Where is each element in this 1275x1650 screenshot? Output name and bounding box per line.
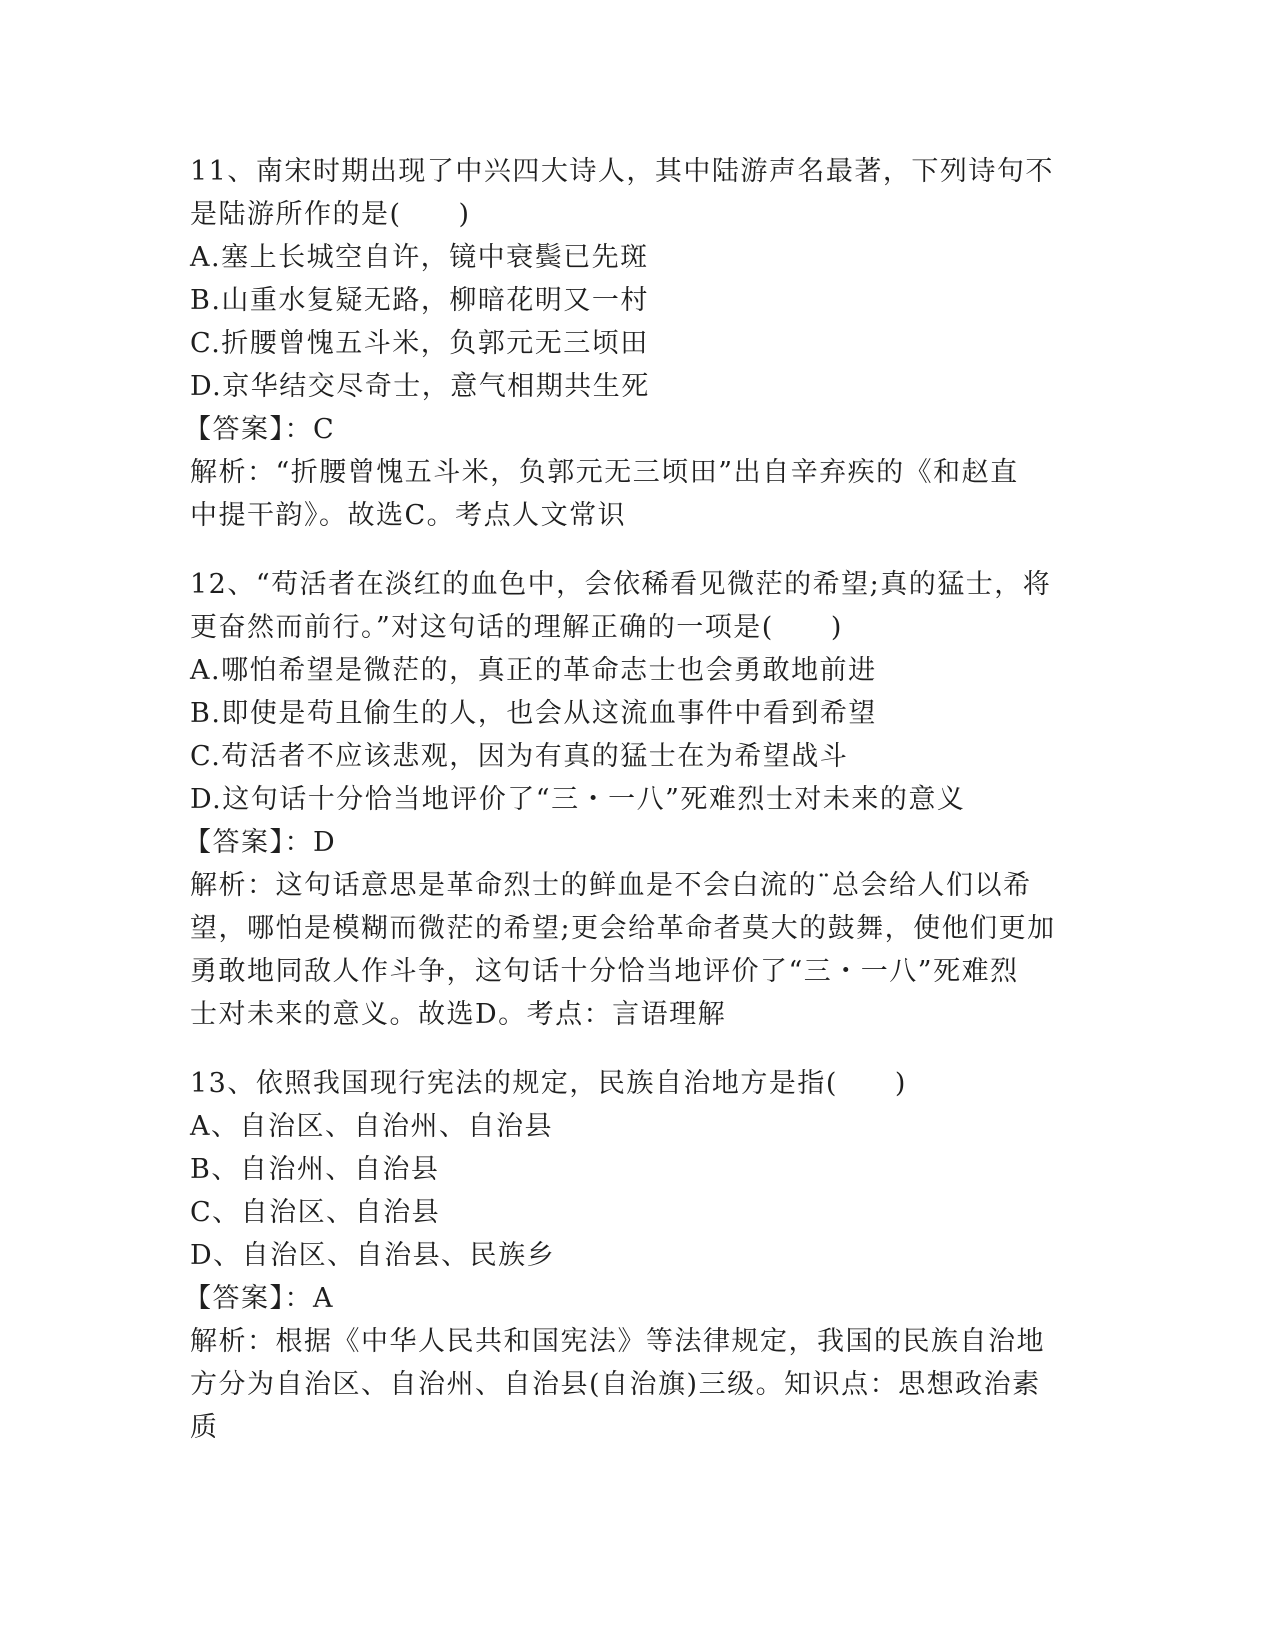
question-12 [184,563,1090,1036]
analysis-line: 解析：这句话意思是革命烈士的鲜血是不会白流的¨总会给人们以希 [190,870,1032,901]
answer-line [184,1277,1090,1320]
option-a: A.哪怕希望是微茫的，真正的革命志士也会勇敢地前进 [190,655,877,686]
answer-label: 【答案】： [184,414,313,445]
analysis-line: 解析：“折腰曾愧五斗米，负郭元无三顷田”出自辛弃疾的《和赵直 [190,457,1019,488]
option-b: B、自治州、自治县 [190,1154,440,1185]
analysis-line: 解析：根据《中华人民共和国宪法》等法律规定，我国的民族自治地 [190,1326,1045,1357]
analysis-line: 中提干韵》。故选C。考点人文常识 [190,500,627,531]
analysis-line: 方分为自治区、自治州、自治县(自治旗)三级。知识点：思想政治素 [190,1369,1041,1400]
option-d: D、自治区、自治县、民族乡 [190,1240,556,1271]
answer-value: D [313,827,337,858]
analysis-line: 质 [190,1412,219,1443]
analysis-line: 士对未来的意义。故选D。考点：言语理解 [190,999,727,1030]
answer-label: 【答案】： [184,1283,313,1314]
answer-value: A [313,1283,334,1314]
question-stem-line: 12、“苟活者在淡红的血色中，会依稀看见微茫的希望;真的猛士，将 [190,569,1052,600]
option-c: C、自治区、自治县 [190,1197,441,1228]
answer-label: 【答案】： [184,827,313,858]
option-c: C.折腰曾愧五斗米，负郭元无三顷田 [190,328,649,359]
answer-line [184,408,1090,451]
option-d: D.这句话十分恰当地评价了“三・一八”死难烈士对未来的意义 [190,784,966,815]
option-a: A.塞上长城空自许，镜中衰鬓已先斑 [190,242,649,273]
document-page [184,150,1090,1449]
answer-line [184,821,1090,864]
question-11 [184,150,1090,537]
analysis-line: 勇敢地同敌人作斗争，这句话十分恰当地评价了“三・一八”死难烈 [190,956,1019,987]
question-stem-line: 11、南宋时期出现了中兴四大诗人，其中陆游声名最著，下列诗句不 [190,156,1054,187]
option-b: B.山重水复疑无路，柳暗花明又一村 [190,285,649,316]
analysis-line: 望，哪怕是模糊而微茫的希望;更会给革命者莫大的鼓舞，使他们更加 [190,913,1056,944]
option-c: C.苟活者不应该悲观，因为有真的猛士在为希望战斗 [190,741,849,772]
option-d: D.京华结交尽奇士，意气相期共生死 [190,371,650,402]
question-stem-line: 是陆游所作的是( ) [190,199,471,230]
option-a: A、自治区、自治州、自治县 [190,1111,553,1142]
answer-value: C [313,414,336,445]
option-b: B.即使是苟且偷生的人，也会从这流血事件中看到希望 [190,698,877,729]
question-13 [184,1062,1090,1449]
question-stem-line: 13、依照我国现行宪法的规定，民族自治地方是指( ) [190,1068,907,1099]
question-stem-line: 更奋然而前行。”对这句话的理解正确的一项是( ) [190,612,843,643]
